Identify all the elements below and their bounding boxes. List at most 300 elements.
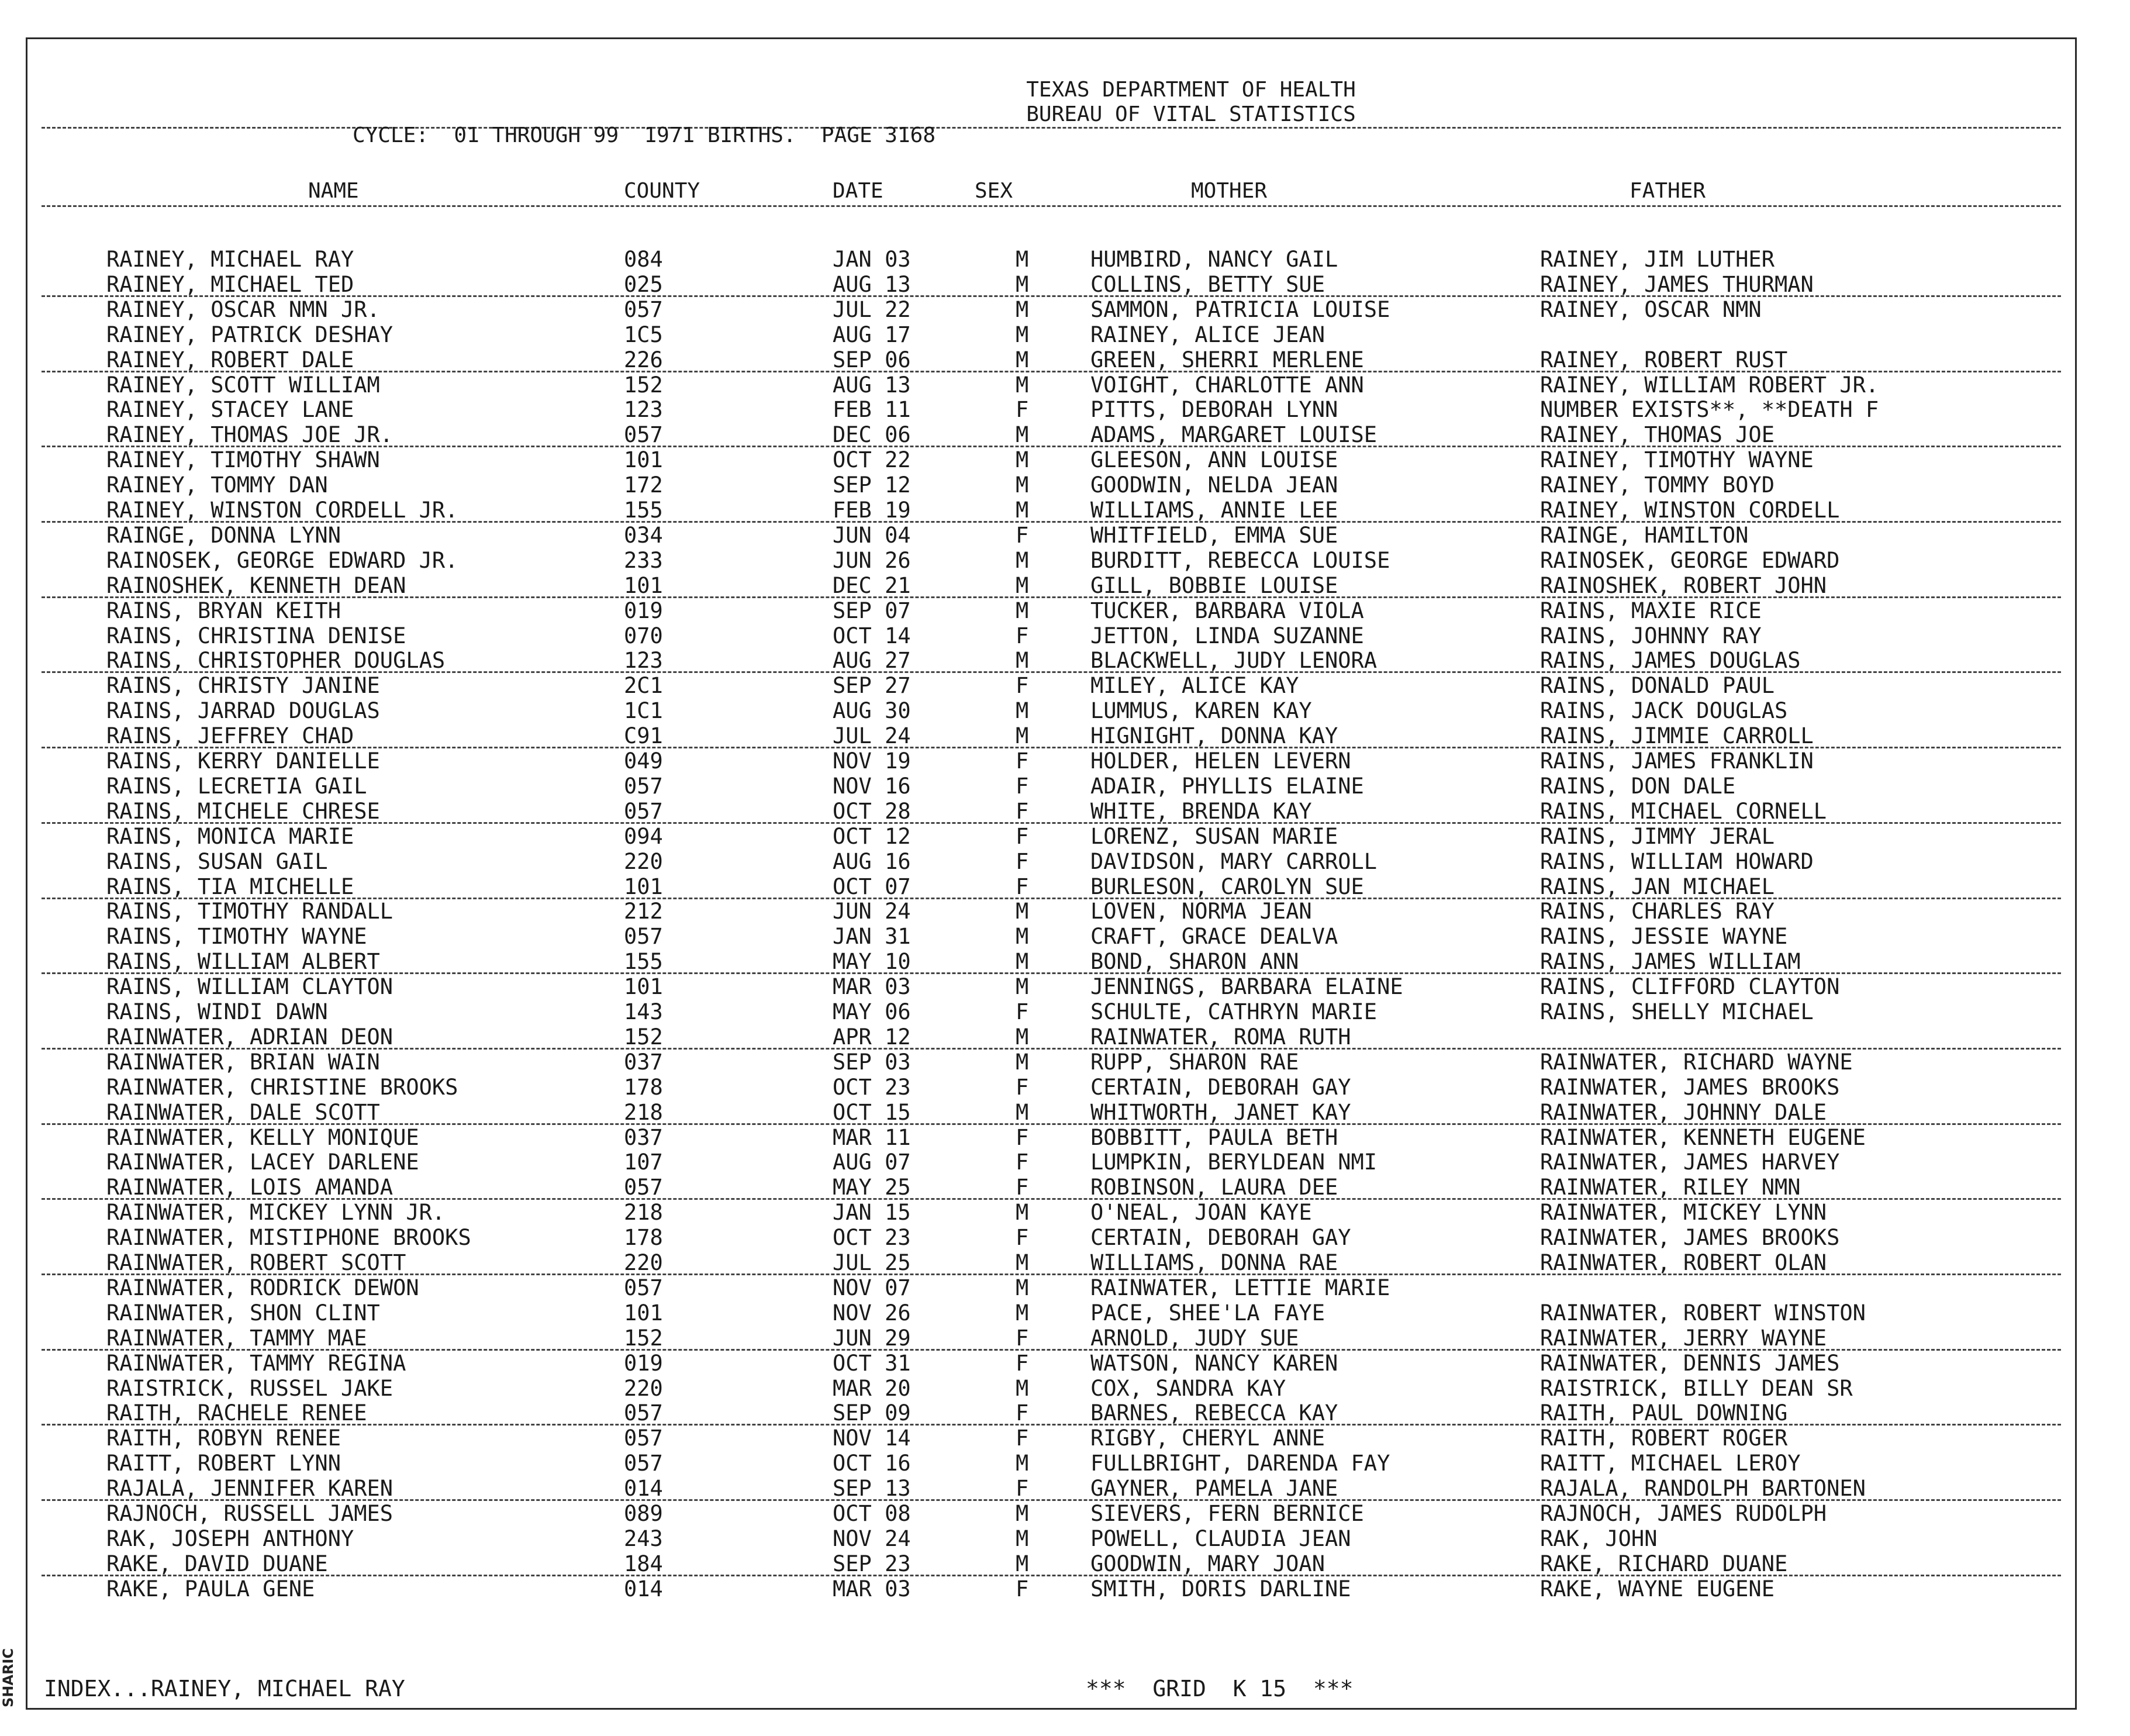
record-date: AUG 27 (833, 648, 911, 674)
record-county: 057 (624, 296, 663, 322)
record-name: RAINS, MONICA MARIE (106, 823, 354, 849)
table-row (27, 598, 2075, 623)
record-date: SEP 23 (833, 1551, 911, 1576)
record-county: 123 (624, 397, 663, 423)
table-row (27, 874, 2075, 899)
table-row (27, 623, 2075, 648)
record-name: RAINS, BRYAN KEITH (106, 598, 341, 623)
record-name: RAKE, DAVID DUANE (106, 1551, 328, 1576)
record-name: RAINS, SUSAN GAIL (106, 848, 328, 874)
record-sex: M (1016, 1551, 1029, 1576)
header-rule (42, 127, 2061, 129)
record-sex: F (1016, 823, 1029, 849)
table-row (27, 1275, 2075, 1300)
table-row (27, 372, 2075, 398)
record-name: RAINWATER, LOIS AMANDA (106, 1175, 393, 1200)
record-name: RAINS, WILLIAM ALBERT (106, 949, 380, 975)
record-date: DEC 06 (833, 422, 911, 448)
record-sex: F (1016, 522, 1029, 548)
record-date: AUG 30 (833, 698, 911, 724)
record-name: RAINS, JARRAD DOUGLAS (106, 698, 380, 724)
record-sex: M (1016, 648, 1029, 674)
record-date: JUN 26 (833, 547, 911, 573)
table-row (27, 1451, 2075, 1476)
record-date: AUG 13 (833, 372, 911, 398)
record-sex: M (1016, 1099, 1029, 1125)
record-father: RAINWATER, DENNIS JAMES (1540, 1350, 1840, 1376)
record-father: RAINS, JOHNNY RAY (1540, 623, 1762, 648)
record-father: RAINS, CLIFFORD CLAYTON (1540, 974, 1840, 1000)
table-row (27, 573, 2075, 598)
record-county: 2C1 (624, 673, 663, 699)
record-county: 057 (624, 924, 663, 950)
record-father: RAISTRICK, BILLY DEAN SR (1540, 1375, 1853, 1401)
table-row (27, 297, 2075, 322)
record-county: 155 (624, 498, 663, 523)
record-name: RAINWATER, TAMMY REGINA (106, 1350, 406, 1376)
header-bureau: BUREAU OF VITAL STATISTICS (1026, 102, 1356, 126)
table-row (27, 1476, 2075, 1501)
record-sex: M (1016, 1024, 1029, 1050)
record-name: RAINWATER, CHRISTINE BROOKS (106, 1074, 458, 1100)
record-date: OCT 14 (833, 623, 911, 648)
record-county: 057 (624, 1175, 663, 1200)
record-sex: M (1016, 271, 1029, 297)
record-county: 101 (624, 874, 663, 899)
record-sex: F (1016, 798, 1029, 824)
record-county: 014 (624, 1476, 663, 1502)
record-sex: F (1016, 1325, 1029, 1351)
header-agency: TEXAS DEPARTMENT OF HEALTH (1026, 78, 1356, 102)
col-header-date: DATE (833, 179, 883, 203)
record-date: NOV 07 (833, 1275, 911, 1300)
record-mother: WHITE, BRENDA KAY (1090, 798, 1312, 824)
side-mark: SHARIC (0, 1648, 16, 1707)
table-row (27, 849, 2075, 874)
record-father: RAINEY, TIMOTHY WAYNE (1540, 447, 1814, 473)
record-name: RAJALA, JENNIFER KAREN (106, 1476, 393, 1502)
table-row (27, 748, 2075, 774)
record-date: DEC 21 (833, 572, 911, 598)
record-father: RAINS, DON DALE (1540, 773, 1736, 799)
record-date: MAR 11 (833, 1124, 911, 1150)
record-name: RAINEY, TIMOTHY SHAWN (106, 447, 380, 473)
record-father: RAINS, MICHAEL CORNELL (1540, 798, 1827, 824)
record-date: JAN 15 (833, 1200, 911, 1226)
record-father: RAINEY, THOMAS JOE (1540, 422, 1775, 448)
record-father: RAINWATER, JAMES BROOKS (1540, 1074, 1840, 1100)
record-county: 057 (624, 1275, 663, 1300)
record-name: RAITT, ROBERT LYNN (106, 1451, 341, 1476)
record-mother: POWELL, CLAUDIA JEAN (1090, 1526, 1351, 1551)
record-name: RAK, JOSEPH ANTHONY (106, 1526, 354, 1551)
record-mother: BURDITT, REBECCA LOUISE (1090, 547, 1390, 573)
record-date: AUG 07 (833, 1150, 911, 1175)
record-name: RAINS, TIMOTHY RANDALL (106, 899, 393, 924)
record-date: JUN 04 (833, 522, 911, 548)
record-county: 057 (624, 1400, 663, 1426)
record-county: 101 (624, 1300, 663, 1326)
table-row (27, 924, 2075, 949)
record-date: OCT 16 (833, 1451, 911, 1476)
col-header-mother: MOTHER (1191, 179, 1268, 203)
record-date: APR 12 (833, 1024, 911, 1050)
record-mother: ARNOLD, JUDY SUE (1090, 1325, 1299, 1351)
record-date: SEP 12 (833, 472, 911, 498)
record-name: RAINWATER, TAMMY MAE (106, 1325, 367, 1351)
col-header-name: NAME (308, 179, 359, 203)
record-father: RAINGE, HAMILTON (1540, 522, 1749, 548)
table-row (27, 272, 2075, 297)
record-county: 101 (624, 974, 663, 1000)
record-sex: F (1016, 773, 1029, 799)
record-date: MAY 06 (833, 999, 911, 1024)
record-sex: F (1016, 1400, 1029, 1426)
table-row (27, 1225, 2075, 1250)
record-date: OCT 15 (833, 1099, 911, 1125)
record-father: RAINS, SHELLY MICHAEL (1540, 999, 1814, 1024)
record-date: SEP 07 (833, 598, 911, 623)
record-date: JUL 24 (833, 723, 911, 749)
record-county: 220 (624, 848, 663, 874)
record-sex: M (1016, 1451, 1029, 1476)
record-mother: VOIGHT, CHARLOTTE ANN (1090, 372, 1364, 398)
record-date: SEP 27 (833, 673, 911, 699)
record-mother: CERTAIN, DEBORAH GAY (1090, 1225, 1351, 1251)
record-mother: BARNES, REBECCA KAY (1090, 1400, 1338, 1426)
record-sex: F (1016, 1124, 1029, 1150)
table-row (27, 673, 2075, 698)
record-mother: RAINWATER, ROMA RUTH (1090, 1024, 1351, 1050)
col-header-father: FATHER (1630, 179, 1706, 203)
record-mother: GREEN, SHERRI MERLENE (1090, 347, 1364, 372)
record-father: RAITT, MICHAEL LEROY (1540, 1451, 1801, 1476)
record-name: RAINWATER, ROBERT SCOTT (106, 1250, 406, 1275)
record-sex: M (1016, 472, 1029, 498)
record-sex: F (1016, 1175, 1029, 1200)
record-date: OCT 31 (833, 1350, 911, 1376)
record-name: RAINWATER, SHON CLINT (106, 1300, 380, 1326)
record-county: 220 (624, 1250, 663, 1275)
record-mother: BLACKWELL, JUDY LENORA (1090, 648, 1378, 674)
record-date: JAN 31 (833, 924, 911, 950)
record-father: RAK, JOHN (1540, 1526, 1658, 1551)
record-sex: F (1016, 748, 1029, 774)
record-county: 212 (624, 899, 663, 924)
footer-grid: *** GRID K 15 *** (1086, 1676, 1354, 1702)
record-date: OCT 28 (833, 798, 911, 824)
record-county: 1C1 (624, 698, 663, 724)
record-mother: PACE, SHEE'LA FAYE (1090, 1300, 1325, 1326)
table-row (27, 347, 2075, 372)
record-father: RAINS, JESSIE WAYNE (1540, 924, 1788, 950)
record-date: NOV 14 (833, 1426, 911, 1451)
record-name: RAINEY, TOMMY DAN (106, 472, 328, 498)
record-father: RAINOSEK, GEORGE EDWARD (1540, 547, 1840, 573)
record-sex: M (1016, 598, 1029, 623)
table-row (27, 1075, 2075, 1100)
record-name: RAINWATER, RODRICK DEWON (106, 1275, 419, 1300)
record-county: 178 (624, 1074, 663, 1100)
record-father: RAINWATER, ROBERT WINSTON (1540, 1300, 1866, 1326)
record-mother: FULLBRIGHT, DARENDA FAY (1090, 1451, 1390, 1476)
record-mother: BOND, SHARON ANN (1090, 949, 1299, 975)
record-father: RAINEY, JAMES THURMAN (1540, 271, 1814, 297)
record-father: RAINWATER, RICHARD WAYNE (1540, 1049, 1853, 1075)
record-father: RAINOSHEK, ROBERT JOHN (1540, 572, 1827, 598)
record-date: NOV 24 (833, 1526, 911, 1551)
table-row (27, 899, 2075, 924)
record-sex: F (1016, 1426, 1029, 1451)
record-name: RAINEY, STACEY LANE (106, 397, 354, 423)
record-name: RAINGE, DONNA LYNN (106, 522, 341, 548)
table-row (27, 1426, 2075, 1451)
table-row (27, 1024, 2075, 1050)
record-mother: GOODWIN, MARY JOAN (1090, 1551, 1325, 1576)
record-county: 152 (624, 1325, 663, 1351)
record-father: RAINWATER, JERRY WAYNE (1540, 1325, 1827, 1351)
table-row (27, 1400, 2075, 1426)
record-name: RAINS, JEFFREY CHAD (106, 723, 354, 749)
record-mother: HUMBIRD, NANCY GAIL (1090, 247, 1338, 272)
record-father: RAINS, JAMES WILLIAM (1540, 949, 1801, 975)
record-name: RAINEY, SCOTT WILLIAM (106, 372, 380, 398)
record-date: SEP 03 (833, 1049, 911, 1075)
record-mother: RAINWATER, LETTIE MARIE (1090, 1275, 1390, 1300)
record-county: 057 (624, 798, 663, 824)
table-row (27, 1326, 2075, 1351)
record-sex: M (1016, 924, 1029, 950)
record-name: RAINWATER, ADRIAN DEON (106, 1024, 393, 1050)
record-mother: MILEY, ALICE KAY (1090, 673, 1299, 699)
record-date: FEB 19 (833, 498, 911, 523)
record-name: RAINS, TIA MICHELLE (106, 874, 354, 899)
column-header-rule (42, 205, 2061, 207)
record-county: 094 (624, 823, 663, 849)
col-header-county: COUNTY (624, 179, 700, 203)
table-row (27, 322, 2075, 347)
record-county: 123 (624, 648, 663, 674)
record-county: 089 (624, 1501, 663, 1526)
record-name: RAINWATER, BRIAN WAIN (106, 1049, 380, 1075)
record-name: RAINEY, MICHAEL TED (106, 271, 354, 297)
record-mother: WHITFIELD, EMMA SUE (1090, 522, 1338, 548)
record-mother: GAYNER, PAMELA JANE (1090, 1476, 1338, 1502)
table-row (27, 999, 2075, 1024)
record-county: 143 (624, 999, 663, 1024)
table-row (27, 1300, 2075, 1326)
record-mother: RAINEY, ALICE JEAN (1090, 322, 1325, 347)
record-mother: ADAMS, MARGARET LOUISE (1090, 422, 1378, 448)
record-sex: M (1016, 347, 1029, 372)
table-row (27, 824, 2075, 849)
record-name: RAKE, PAULA GENE (106, 1576, 315, 1602)
table-row (27, 1150, 2075, 1175)
record-date: JUN 29 (833, 1325, 911, 1351)
record-sex: M (1016, 899, 1029, 924)
record-father: RAITH, PAUL DOWNING (1540, 1400, 1788, 1426)
record-county: 155 (624, 949, 663, 975)
table-row (27, 1125, 2075, 1150)
record-mother: GOODWIN, NELDA JEAN (1090, 472, 1338, 498)
record-name: RAINWATER, MISTIPHONE BROOKS (106, 1225, 471, 1251)
record-father: RAJALA, RANDOLPH BARTONEN (1540, 1476, 1866, 1502)
record-father: RAINEY, TOMMY BOYD (1540, 472, 1775, 498)
record-sex: F (1016, 1074, 1029, 1100)
record-father: RAINEY, ROBERT RUST (1540, 347, 1788, 372)
record-father: RAINWATER, RILEY NMN (1540, 1175, 1801, 1200)
record-mother: CERTAIN, DEBORAH GAY (1090, 1074, 1351, 1100)
table-row (27, 422, 2075, 447)
record-county: 226 (624, 347, 663, 372)
table-row (27, 1551, 2075, 1576)
record-county: 233 (624, 547, 663, 573)
record-father: RAINWATER, JAMES HARVEY (1540, 1150, 1840, 1175)
record-county: 101 (624, 572, 663, 598)
record-name: RAINS, MICHELE CHRESE (106, 798, 380, 824)
record-mother: SAMMON, PATRICIA LOUISE (1090, 296, 1390, 322)
record-sex: F (1016, 848, 1029, 874)
record-county: 218 (624, 1099, 663, 1125)
record-father: RAINEY, WINSTON CORDELL (1540, 498, 1840, 523)
table-row (27, 247, 2075, 272)
record-date: MAY 25 (833, 1175, 911, 1200)
record-mother: LUMMUS, KAREN KAY (1090, 698, 1312, 724)
record-father: RAINS, WILLIAM HOWARD (1540, 848, 1814, 874)
record-father: RAINEY, JIM LUTHER (1540, 247, 1775, 272)
record-name: RAINS, CHRISTINA DENISE (106, 623, 406, 648)
record-sex: M (1016, 1200, 1029, 1226)
record-sex: F (1016, 1350, 1029, 1376)
record-sex: F (1016, 673, 1029, 699)
record-county: 019 (624, 1350, 663, 1376)
table-row (27, 774, 2075, 799)
record-mother: GILL, BOBBIE LOUISE (1090, 572, 1338, 598)
record-county: 057 (624, 422, 663, 448)
record-father: RAINS, JAN MICHAEL (1540, 874, 1775, 899)
record-sex: M (1016, 1526, 1029, 1551)
record-father: NUMBER EXISTS**, **DEATH F (1540, 397, 1879, 423)
table-row (27, 1200, 2075, 1225)
record-mother: GLEESON, ANN LOUISE (1090, 447, 1338, 473)
record-mother: TUCKER, BARBARA VIOLA (1090, 598, 1364, 623)
record-sex: M (1016, 1375, 1029, 1401)
record-father: RAINWATER, ROBERT OLAN (1540, 1250, 1827, 1275)
record-name: RAJNOCH, RUSSELL JAMES (106, 1501, 393, 1526)
record-mother: BURLESON, CAROLYN SUE (1090, 874, 1364, 899)
record-sex: M (1016, 296, 1029, 322)
table-row (27, 548, 2075, 573)
record-county: 057 (624, 1426, 663, 1451)
record-date: NOV 16 (833, 773, 911, 799)
table-row (27, 1175, 2075, 1200)
record-sex: M (1016, 422, 1029, 448)
record-mother: PITTS, DEBORAH LYNN (1090, 397, 1338, 423)
table-row (27, 1526, 2075, 1551)
record-mother: WATSON, NANCY KAREN (1090, 1350, 1338, 1376)
record-name: RAINOSHEK, KENNETH DEAN (106, 572, 406, 598)
table-row (27, 523, 2075, 548)
record-date: AUG 17 (833, 322, 911, 347)
record-father: RAINEY, WILLIAM ROBERT JR. (1540, 372, 1879, 398)
record-county: 178 (624, 1225, 663, 1251)
record-mother: COX, SANDRA KAY (1090, 1375, 1286, 1401)
record-county: 014 (624, 1576, 663, 1602)
record-county: 084 (624, 247, 663, 272)
record-mother: RIGBY, CHERYL ANNE (1090, 1426, 1325, 1451)
record-mother: HOLDER, HELEN LEVERN (1090, 748, 1351, 774)
col-header-sex: SEX (975, 179, 1013, 203)
table-row (27, 397, 2075, 422)
record-sex: F (1016, 623, 1029, 648)
record-sex: F (1016, 1150, 1029, 1175)
record-county: 037 (624, 1049, 663, 1075)
record-father: RAINS, MAXIE RICE (1540, 598, 1762, 623)
record-father: RAINWATER, KENNETH EUGENE (1540, 1124, 1866, 1150)
record-father: RAINWATER, JOHNNY DALE (1540, 1099, 1827, 1125)
record-date: MAR 03 (833, 974, 911, 1000)
record-date: MAY 10 (833, 949, 911, 975)
record-county: 243 (624, 1526, 663, 1551)
record-mother: JENNINGS, BARBARA ELAINE (1090, 974, 1403, 1000)
record-mother: RUPP, SHARON RAE (1090, 1049, 1299, 1075)
record-date: OCT 07 (833, 874, 911, 899)
record-sex: M (1016, 498, 1029, 523)
record-name: RAINWATER, KELLY MONIQUE (106, 1124, 419, 1150)
record-mother: SIEVERS, FERN BERNICE (1090, 1501, 1364, 1526)
table-row (27, 648, 2075, 673)
record-name: RAINS, CHRISTOPHER DOUGLAS (106, 648, 446, 674)
record-father: RAJNOCH, JAMES RUDOLPH (1540, 1501, 1827, 1526)
record-county: 025 (624, 271, 663, 297)
record-name: RAITH, ROBYN RENEE (106, 1426, 341, 1451)
record-county: 057 (624, 1451, 663, 1476)
record-sex: M (1016, 698, 1029, 724)
table-row (27, 472, 2075, 498)
record-sex: M (1016, 547, 1029, 573)
record-father: RAINS, JIMMY JERAL (1540, 823, 1775, 849)
record-name: RAINEY, PATRICK DESHAY (106, 322, 393, 347)
record-date: OCT 23 (833, 1225, 911, 1251)
record-county: 1C5 (624, 322, 663, 347)
record-name: RAINEY, THOMAS JOE JR. (106, 422, 393, 448)
record-mother: ADAIR, PHYLLIS ELAINE (1090, 773, 1364, 799)
record-county: 184 (624, 1551, 663, 1576)
document-frame (26, 37, 2077, 1710)
record-county: 037 (624, 1124, 663, 1150)
record-father: RAINS, DONALD PAUL (1540, 673, 1775, 699)
record-county: 152 (624, 1024, 663, 1050)
record-sex: M (1016, 1300, 1029, 1326)
record-mother: DAVIDSON, MARY CARROLL (1090, 848, 1378, 874)
table-row (27, 498, 2075, 523)
record-name: RAINEY, WINSTON CORDELL JR. (106, 498, 458, 523)
record-mother: ROBINSON, LAURA DEE (1090, 1175, 1338, 1200)
record-date: SEP 06 (833, 347, 911, 372)
record-sex: M (1016, 949, 1029, 975)
record-name: RAINEY, MICHAEL RAY (106, 247, 354, 272)
record-sex: M (1016, 723, 1029, 749)
table-row (27, 1351, 2075, 1376)
record-mother: HIGNIGHT, DONNA KAY (1090, 723, 1338, 749)
footer-index: INDEX...RAINEY, MICHAEL RAY (44, 1676, 405, 1702)
record-date: NOV 26 (833, 1300, 911, 1326)
record-name: RAISTRICK, RUSSEL JAKE (106, 1375, 393, 1401)
table-row (27, 698, 2075, 723)
record-sex: M (1016, 1501, 1029, 1526)
table-row (27, 1050, 2075, 1075)
record-county: 107 (624, 1150, 663, 1175)
